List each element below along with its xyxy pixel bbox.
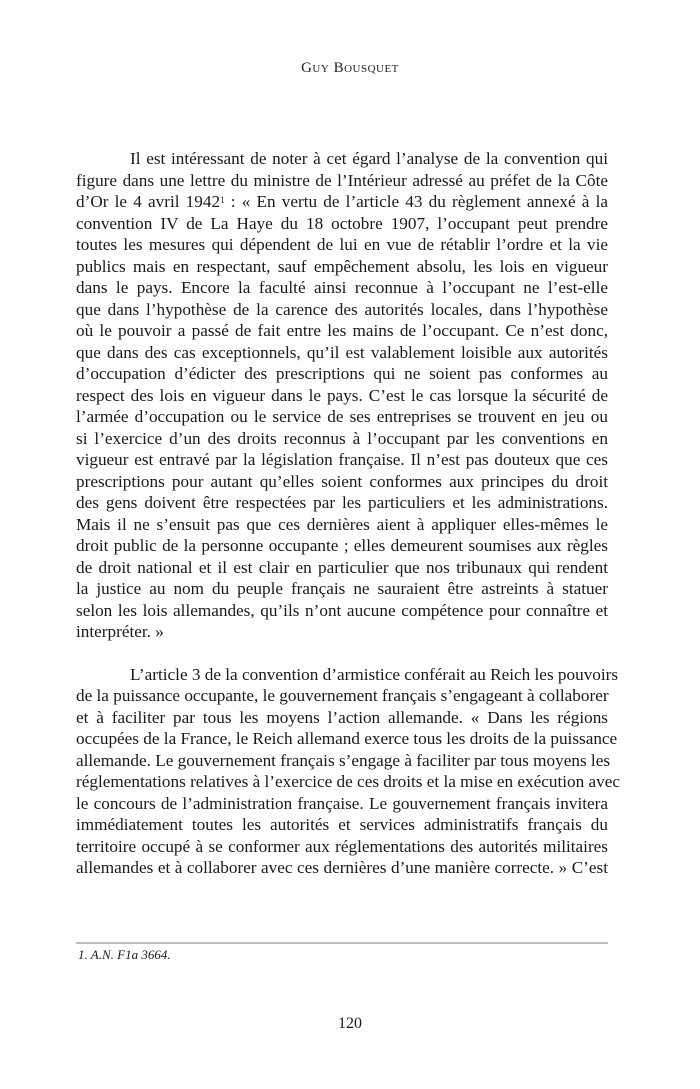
footnote: 1. A.N. F1a 3664. <box>78 947 171 962</box>
text-line: des gens doivent être respectées par les particuliers et les administrations. <box>76 493 608 512</box>
text-line: Il est intéressant de noter à cet égard l’analyse de la convention qui <box>130 149 608 168</box>
text-line: territoire occupé à se conformer aux réglementations des autorités militaires <box>76 836 608 856</box>
text-line: si l’exercice d’un des droits reconnus à l’occupant par les conventions en <box>76 428 608 448</box>
text-line: allemande. Le gouvernement français s’engage à faciliter par tous moyens les <box>76 750 611 770</box>
body-text <box>76 148 621 879</box>
paragraph-gap <box>76 643 608 664</box>
running-head: Guy Bousquet <box>301 60 399 76</box>
text-line: publics mais en respectant, sauf empêchement absolu, les lois en vigueur <box>76 256 608 276</box>
text-line: où le pouvoir a passé de fait entre les mains de l’occupant. Ce n’est donc, <box>76 321 608 340</box>
text-line: l’armée d’occupation ou le service de ses entreprises se trouvent en jeu ou <box>76 407 608 426</box>
text-line: immédiatement toutes les autorités et services administratifs français du <box>76 815 608 834</box>
text-line: convention IV de La Haye du 18 octobre 1907, l’occupant peut prendre <box>76 213 608 233</box>
text-line: interpréter. » <box>76 622 164 641</box>
text-segment: d’Or le 4 avril 1942 <box>76 192 221 211</box>
text-line: L’article 3 de la convention d’armistice conférait au Reich les pouvoirs <box>130 664 619 684</box>
text-line: vigueur est entravé par la législation française. Il n’est pas douteux que ces <box>76 450 608 469</box>
paragraph-2 <box>76 664 621 879</box>
text-line: allemandes et à collaborer avec ces dernières d’une manière correcte. » C’est <box>76 858 608 877</box>
text-line: occupées de la France, le Reich allemand exerce tous les droits de la puissance <box>76 729 618 748</box>
paragraph-1 <box>76 148 608 643</box>
text-line: que dans des cas exceptionnels, qu’il est valablement loisible aux autorités <box>76 342 608 362</box>
text-line-with-footnote <box>76 191 608 213</box>
text-line: Mais il ne s’ensuit pas que ces dernières aient à appliquer elles-mêmes le <box>76 514 608 534</box>
text-line: que dans l’hypothèse de la carence des autorités locales, dans l’hypothèse <box>76 299 608 319</box>
text-line: de la puissance occupante, le gouvernement français s’engageant à collaborer <box>76 686 609 705</box>
text-line: et à faciliter par tous les moyens l’action allemande. « Dans les régions <box>76 707 608 727</box>
footnote-rule <box>76 942 608 944</box>
text-line: d’occupation d’édicter des prescriptions qui ne soient pas conformes au <box>76 364 608 383</box>
footnote-reference[interactable]: 1 <box>220 195 225 205</box>
text-line: le concours de l’administration française. Le gouvernement français invitera <box>76 793 608 813</box>
text-line: respect des lois en vigueur dans le pays. C’est le cas lorsque la sécurité de <box>76 385 608 405</box>
text-line: selon les lois allemandes, qu’ils n’ont aucune compétence pour connaître et <box>76 600 608 620</box>
text-line: de droit national et il est clair en particulier que nos tribunaux qui rendent <box>76 557 608 577</box>
text-line: réglementations relatives à l’exercice de ces droits et la mise en exécution avec <box>76 772 621 791</box>
text-line: la justice au nom du peuple français ne sauraient être astreints à statuer <box>76 579 608 598</box>
text-line: droit public de la personne occupante ; elles demeurent soumises aux règles <box>76 536 608 555</box>
text-line: figure dans une lettre du ministre de l’Intérieur adressé au préfet de la Côte <box>76 170 608 190</box>
page-number: 120 <box>338 1015 362 1032</box>
text-line: dans le pays. Encore la faculté ainsi reconnue à l’occupant ne l’est-elle <box>76 278 608 297</box>
text-line: prescriptions pour autant qu’elles soient conformes aux principes du droit <box>76 471 608 491</box>
text-segment: : « En vertu de l’article 43 du règlement annexé à la <box>224 192 608 211</box>
text-line: toutes les mesures qui dépendent de lui en vue de rétablir l’ordre et la vie <box>76 235 608 254</box>
